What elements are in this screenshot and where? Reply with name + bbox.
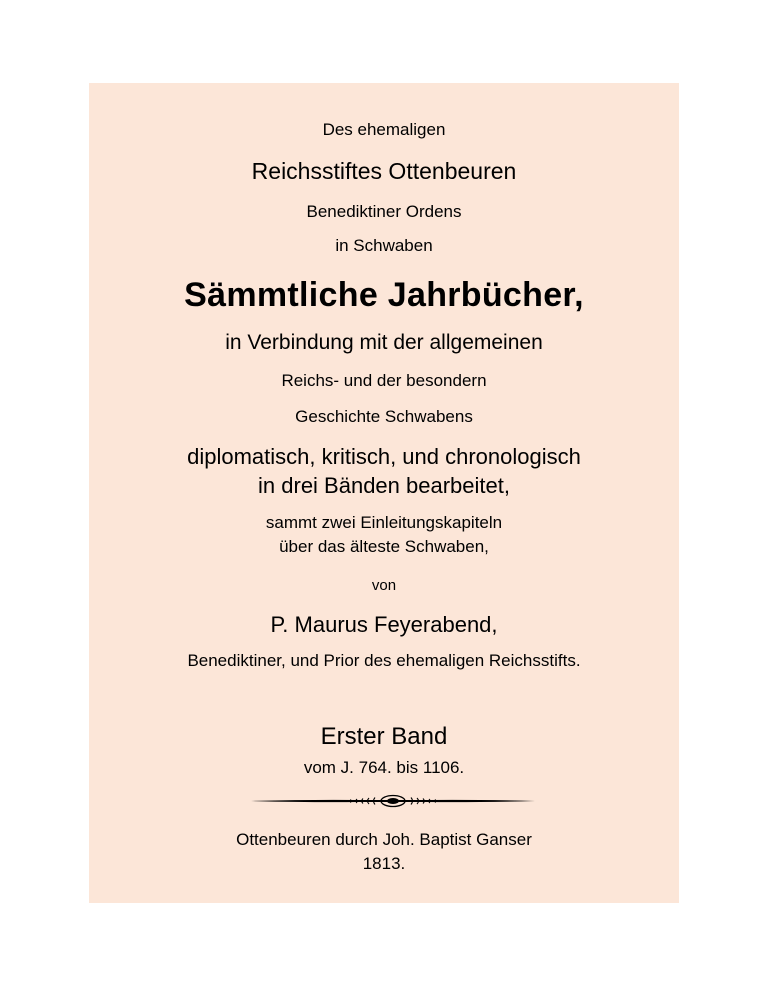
subtitle-line-2: Reichs- und der besondern bbox=[281, 371, 487, 390]
main-title: Sämmtliche Jahrbücher, bbox=[184, 276, 584, 314]
byline-von: von bbox=[371, 577, 397, 594]
title-page bbox=[89, 83, 679, 903]
author-role: Benediktiner, und Prior des ehemaligen Reichsstifts. bbox=[187, 651, 581, 670]
volume-range: vom J. 764. bis 1106. bbox=[303, 758, 465, 777]
publication-year: 1813. bbox=[362, 854, 406, 873]
subtitle-line-3: Geschichte Schwabens bbox=[295, 407, 473, 426]
subtitle-line-4: diplomatisch, kritisch, und chronologisch bbox=[187, 444, 581, 469]
subtitle-line-7: über das älteste Schwaben, bbox=[279, 537, 489, 556]
volume-title: Erster Band bbox=[320, 723, 448, 750]
title-line-des-ehemaligen: Des ehemaligen bbox=[322, 120, 446, 139]
subtitle-line-1: in Verbindung mit der allgemeinen bbox=[225, 331, 543, 354]
publisher: Ottenbeuren durch Joh. Baptist Ganser bbox=[236, 830, 532, 849]
author-name: P. Maurus Feyerabend, bbox=[270, 612, 498, 637]
ornament-divider-icon bbox=[249, 794, 537, 808]
title-line-in-schwaben: in Schwaben bbox=[335, 236, 433, 255]
subtitle-line-6: sammt zwei Einleitungskapiteln bbox=[265, 513, 503, 532]
subtitle-line-5: in drei Bänden bearbeitet, bbox=[258, 473, 510, 498]
title-line-reichsstiftes: Reichsstiftes Ottenbeuren bbox=[251, 158, 517, 184]
title-line-benediktiner-ordens: Benediktiner Ordens bbox=[306, 202, 462, 221]
